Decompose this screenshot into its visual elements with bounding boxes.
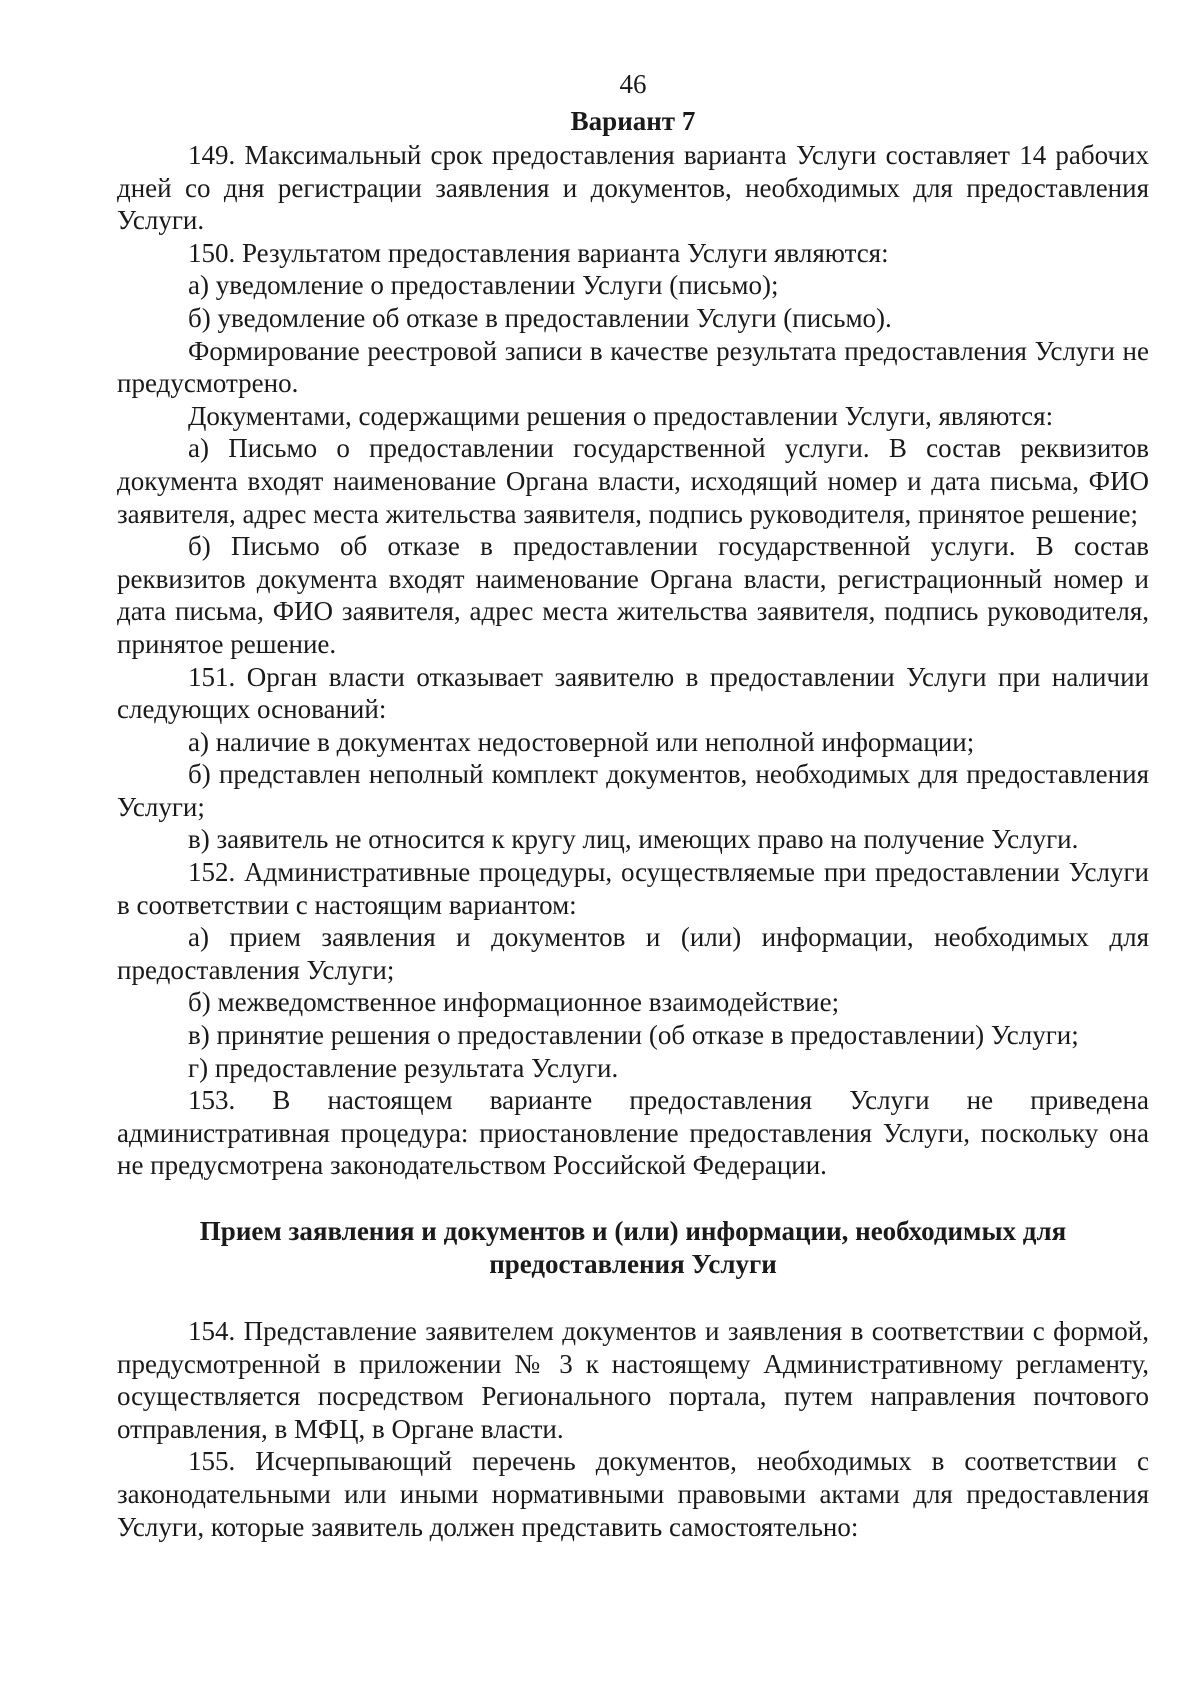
document-page	[117, 62, 1149, 1543]
list-item-152d: г) предоставление результата Услуги.	[188, 1052, 619, 1083]
list-item-152a: а) прием заявления и документов и (или) информации, необходимых для предоставления Услуги;	[117, 922, 1149, 985]
list-item-decision-b: б) Письмо об отказе в предоставлении государственной услуги. В состав реквизитов документа входят наименование Органа власти, регистрационный номер и дата письма, ФИО заявителя, адрес места жительства заявителя, подпись руководителя, принятое решение.	[117, 531, 1149, 659]
paragraphs-bottom	[117, 1315, 1149, 1543]
paragraphs-top	[117, 139, 1149, 1182]
paragraph-154: 154. Представление заявителем документов и заявления в соответствии с формой, предусмотренной в приложении № 3 к настоящему Административному регламенту, осуществляется посредством Регионального портала, путем направления почтового отправления, в МФЦ, в Органе власти.	[117, 1316, 1149, 1444]
list-item-151c: в) заявитель не относится к кругу лиц, имеющих право на получение Услуги.	[188, 824, 1079, 855]
list-item-151b: б) представлен неполный комплект документов, необходимых для предоставления Услуги;	[117, 759, 1149, 822]
page-number: 46	[619, 69, 647, 99]
list-item-151a: а) наличие в документах недостоверной или неполной информации;	[188, 726, 975, 757]
list-item-152c: в) принятие решения о предоставлении (об отказе в предоставлении) Услуги;	[188, 1020, 1079, 1051]
section-heading-line-2: предоставления Услуги	[489, 1249, 777, 1279]
variant-title: Вариант 7	[570, 106, 696, 136]
paragraph-151: 151. Орган власти отказывает заявителю в предоставлении Услуги при наличии следующих оснований:	[117, 661, 1149, 725]
list-item-152b: б) межведомственное информационное взаимодействие;	[188, 987, 840, 1018]
paragraph-150: 150. Результатом предоставления варианта Услуги являются:	[188, 237, 889, 268]
section-heading	[117, 1215, 1149, 1281]
list-item-150b: б) уведомление об отказе в предоставлении Услуги (письмо).	[188, 302, 892, 333]
paragraph-152: 152. Административные процедуры, осуществляемые при предоставлении Услуги в соответствии с настоящим вариантом:	[117, 857, 1149, 920]
paragraph-registry-note: Формирование реестровой записи в качестве результата предоставления Услуги не предусмотрено.	[117, 335, 1149, 399]
list-item-decision-a: а) Письмо о предоставлении государственной услуги. В состав реквизитов документа входят наименование Органа власти, исходящий номер и дата письма, ФИО заявителя, адрес места жительства заявителя, подпись руководителя, принятое решение;	[117, 433, 1149, 529]
section-heading-line-1: Прием заявления и документов и (или) информации, необходимых для	[199, 1216, 1067, 1246]
paragraph-149: 149. Максимальный срок предоставления варианта Услуги составляет 14 рабочих дней со дня регистрации заявления и документов, необходимых для предоставления Услуги.	[117, 140, 1149, 236]
paragraph-decision-documents: Документами, содержащими решения о предоставлении Услуги, являются:	[188, 400, 1054, 431]
paragraph-153: 153. В настоящем варианте предоставления Услуги не приведена административная процедура: приостановление предоставления Услуги, поскольку она не предусмотрена законодательством Российской Федерации.	[117, 1085, 1149, 1181]
paragraph-155: 155. Исчерпывающий перечень документов, необходимых в соответствии с законодательными или иными нормативными правовыми актами для предоставления Услуги, которые заявитель должен представить самостоятельно:	[117, 1446, 1149, 1542]
list-item-150a: а) уведомление о предоставлении Услуги (письмо);	[188, 270, 779, 301]
